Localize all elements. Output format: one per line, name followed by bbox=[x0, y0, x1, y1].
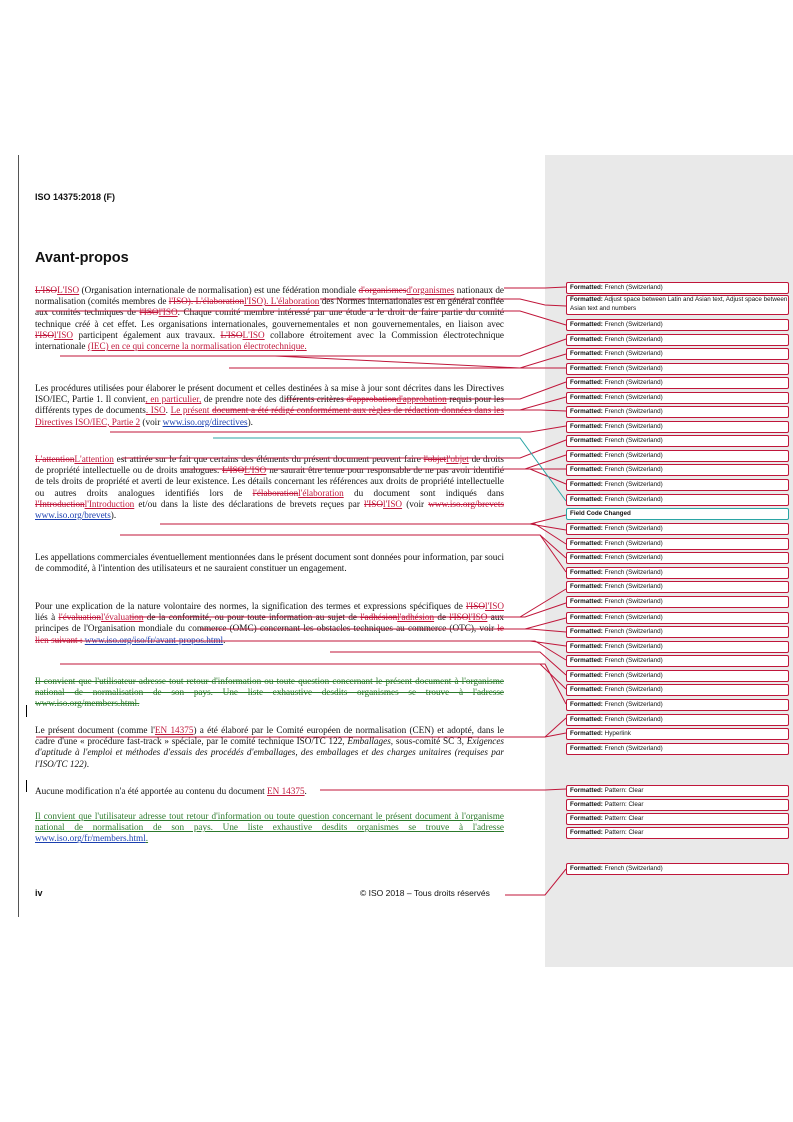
balloon-label: Formatted: bbox=[570, 865, 603, 872]
balloon-label: Formatted: bbox=[570, 583, 603, 590]
balloon-text: French (Switzerland) bbox=[602, 336, 663, 343]
balloon-label: Formatted: bbox=[570, 801, 603, 808]
formatting-balloon[interactable] bbox=[566, 581, 789, 593]
formatting-balloon[interactable] bbox=[566, 538, 789, 550]
balloon-text: French (Switzerland) bbox=[602, 614, 663, 621]
balloon-text: Hyperlink bbox=[602, 730, 631, 737]
formatting-balloon[interactable] bbox=[566, 714, 789, 726]
formatting-balloon[interactable] bbox=[566, 863, 789, 875]
balloon-label: Formatted: bbox=[570, 336, 603, 343]
balloon-label: Formatted: bbox=[570, 657, 603, 664]
paragraph-inserted-feedback: Il convient que l'utilisateur adresse tout retour d'information ou toute question concernant le présent document à l'organisme national de normalisation de son pays. Une liste exhaustive desdits organismes se trouve à l'adresse www.iso.org/fr/members.html. bbox=[35, 811, 504, 844]
balloon-label: Formatted: bbox=[570, 815, 603, 822]
formatting-balloon[interactable] bbox=[566, 377, 789, 389]
paragraph-deleted-feedback: Il convient que l'utilisateur adresse tout retour d'information ou toute question concernant le présent document à l'organisme national de normalisation de son pays. Une liste exhaustive desdits organismes se trouve à l'adresse www.iso.org/members.html. bbox=[35, 676, 504, 709]
balloon-label: Formatted: bbox=[570, 628, 603, 635]
formatting-balloon[interactable] bbox=[566, 827, 789, 839]
balloon-text: Pattern: Clear bbox=[602, 829, 644, 836]
foreword-link[interactable]: www.iso.org/iso/fr/avant-propos.html bbox=[84, 634, 224, 645]
balloon-label: Formatted: bbox=[570, 481, 603, 488]
formatting-balloon[interactable] bbox=[566, 295, 789, 315]
balloon-label: Formatted: bbox=[570, 745, 603, 752]
balloon-text: Pattern: Clear bbox=[602, 801, 644, 808]
change-bar-mark bbox=[26, 780, 27, 792]
balloon-text: French (Switzerland) bbox=[602, 657, 663, 664]
balloon-text: French (Switzerland) bbox=[602, 686, 663, 693]
balloon-label: Formatted: bbox=[570, 686, 603, 693]
balloon-text: French (Switzerland) bbox=[602, 481, 663, 488]
balloon-text: French (Switzerland) bbox=[602, 598, 663, 605]
balloon-label: Formatted: bbox=[570, 614, 603, 621]
formatting-balloon[interactable] bbox=[566, 363, 789, 375]
balloon-label: Formatted: bbox=[570, 284, 603, 291]
patents-link[interactable]: www.iso.org/brevets bbox=[35, 510, 111, 521]
balloon-text: French (Switzerland) bbox=[602, 569, 663, 576]
balloon-text: French (Switzerland) bbox=[602, 365, 663, 372]
balloon-text: French (Switzerland) bbox=[602, 379, 663, 386]
balloon-text: French (Switzerland) bbox=[602, 554, 663, 561]
balloon-text: French (Switzerland) bbox=[602, 496, 663, 503]
section-heading: Avant-propos bbox=[35, 250, 129, 266]
formatting-balloon[interactable] bbox=[566, 655, 789, 667]
standard-reference: ISO 14375:2018 (F) bbox=[35, 192, 116, 202]
balloon-label: Formatted: bbox=[570, 643, 603, 650]
balloon-label: Formatted: bbox=[570, 379, 603, 386]
members-link[interactable]: www.iso.org/fr/members.html bbox=[35, 833, 146, 844]
balloon-label: Formatted: bbox=[570, 350, 603, 357]
balloon-label: Formatted: bbox=[570, 394, 603, 401]
paragraph-trade-names: Les appellations commerciales éventuellement mentionnées dans le présent document sont données pour information, par souci de commodité, à l'intention des utilisateurs et ne sauraient constituer un engagement. bbox=[35, 552, 504, 574]
balloon-label: Formatted: bbox=[570, 296, 603, 303]
balloon-label: Formatted: bbox=[570, 423, 603, 430]
formatting-balloon[interactable] bbox=[566, 728, 789, 740]
left-change-bar bbox=[18, 155, 19, 917]
formatting-balloon[interactable] bbox=[566, 392, 789, 404]
formatting-balloon[interactable] bbox=[566, 684, 789, 696]
balloon-label: Formatted: bbox=[570, 408, 603, 415]
balloon-label: Formatted: bbox=[570, 787, 603, 794]
balloon-text: French (Switzerland) bbox=[602, 321, 663, 328]
balloon-text: Pattern: Clear bbox=[602, 787, 644, 794]
formatting-balloon[interactable] bbox=[566, 334, 789, 346]
formatting-balloon[interactable] bbox=[566, 435, 789, 447]
balloon-label: Formatted: bbox=[570, 716, 603, 723]
balloon-text: French (Switzerland) bbox=[602, 394, 663, 401]
balloon-text: French (Switzerland) bbox=[602, 701, 663, 708]
paragraph-no-modification: Aucune modification n'a été apportée au contenu du document EN 14375. bbox=[35, 786, 307, 796]
formatting-balloon[interactable] bbox=[566, 567, 789, 579]
formatting-balloon[interactable] bbox=[566, 348, 789, 360]
balloon-label: Formatted: bbox=[570, 672, 603, 679]
balloon-label: Formatted: bbox=[570, 540, 603, 547]
balloon-text: French (Switzerland) bbox=[602, 423, 663, 430]
formatting-balloon[interactable] bbox=[566, 799, 789, 811]
balloon-text: French (Switzerland) bbox=[602, 643, 663, 650]
formatting-balloon[interactable] bbox=[566, 282, 789, 294]
balloon-text: French (Switzerland) bbox=[602, 452, 663, 459]
balloon-text: Pattern: Clear bbox=[602, 815, 644, 822]
formatting-balloon[interactable] bbox=[566, 626, 789, 638]
balloon-text: Adjust space between Latin and Asian text, Adjust space between Asian text and numbers bbox=[570, 296, 788, 312]
balloon-label: Field Code Changed bbox=[570, 510, 631, 517]
balloon-text: French (Switzerland) bbox=[602, 350, 663, 357]
balloon-text: French (Switzerland) bbox=[602, 408, 663, 415]
formatting-balloon[interactable] bbox=[566, 406, 789, 418]
balloon-label: Formatted: bbox=[570, 525, 603, 532]
balloon-text: French (Switzerland) bbox=[602, 583, 663, 590]
formatting-balloon[interactable] bbox=[566, 421, 789, 433]
balloon-text: French (Switzerland) bbox=[602, 672, 663, 679]
formatting-balloon[interactable] bbox=[566, 612, 789, 624]
formatting-balloon[interactable] bbox=[566, 508, 789, 520]
paragraph-cen-adoption: Le présent document (comme l'EN 14375) a été élaboré par le Comité européen de normalisation (CEN) et adopté, dans le cadre d'une « procédure fast-track » spéciale, par le comité technique ISO/TC 122, Emballages, sous-comité SC 3, Exigences d'aptitude à l'emploi et méthodes d'essais des procédés d'emballages, des emballages et des charges unitaires (requises par l'ISO/TC 122). bbox=[35, 725, 505, 769]
formatting-balloon[interactable] bbox=[566, 319, 789, 331]
balloon-text: French (Switzerland) bbox=[602, 284, 663, 291]
balloon-text: French (Switzerland) bbox=[602, 628, 663, 635]
formatting-balloon[interactable] bbox=[566, 552, 789, 564]
formatting-balloon[interactable] bbox=[566, 743, 789, 755]
balloon-label: Formatted: bbox=[570, 569, 603, 576]
formatting-balloon[interactable] bbox=[566, 699, 789, 711]
balloon-text: French (Switzerland) bbox=[602, 540, 663, 547]
copyright-notice: © ISO 2018 – Tous droits réservés bbox=[360, 888, 490, 898]
formatting-balloon[interactable] bbox=[566, 450, 789, 462]
formatting-balloon[interactable] bbox=[566, 494, 789, 506]
balloon-label: Formatted: bbox=[570, 496, 603, 503]
balloon-text: French (Switzerland) bbox=[602, 525, 663, 532]
formatting-balloon[interactable] bbox=[566, 523, 789, 535]
formatting-balloon[interactable] bbox=[566, 641, 789, 653]
balloon-label: Formatted: bbox=[570, 730, 603, 737]
formatting-balloon[interactable] bbox=[566, 479, 789, 491]
change-bar-mark bbox=[26, 705, 27, 717]
balloon-label: Formatted: bbox=[570, 452, 603, 459]
balloon-label: Formatted: bbox=[570, 829, 603, 836]
balloon-label: Formatted: bbox=[570, 466, 603, 473]
paragraph-iso-intro: L'ISOL'ISO (Organisation internationale de normalisation) est une fédération mondiale d'organismesd'organismes nationaux de normalisation (comités membres de l'ISO). L'élaborationl'ISO). L'élaboration des Normes internationales est en général confiée aux comités techniques de l'ISOl'ISO. Chaque comité membre intéressé par une étude a le droit de faire partie du comité technique créé à cet effet. Les organisations internationales, gouvernementales et non gouvernementales, en liaison avec l'ISOl'ISO participent également aux travaux. L'ISOL'ISO collabore étroitement avec la Commission électrotechnique internationale (IEC) en ce qui concerne la normalisation électrotechnique. bbox=[35, 285, 504, 352]
balloon-text: French (Switzerland) bbox=[602, 716, 663, 723]
balloon-label: Formatted: bbox=[570, 321, 603, 328]
page-number: iv bbox=[35, 888, 43, 898]
formatting-balloon[interactable] bbox=[566, 670, 789, 682]
balloon-label: Formatted: bbox=[570, 598, 603, 605]
balloon-text: French (Switzerland) bbox=[602, 745, 663, 752]
balloon-label: Formatted: bbox=[570, 701, 603, 708]
balloon-label: Formatted: bbox=[570, 365, 603, 372]
formatting-balloon[interactable] bbox=[566, 785, 789, 797]
balloon-text: French (Switzerland) bbox=[602, 865, 663, 872]
directives-link[interactable]: www.iso.org/directives bbox=[162, 416, 248, 427]
formatting-balloon[interactable] bbox=[566, 464, 789, 476]
paragraph-voluntary-nature: Pour une explication de la nature volontaire des normes, la signification des termes et expressions spécifiques de l'ISOl'ISO liés à l'évaluationl'évaluation de la conformité, ou pour toute information au sujet de l'adhésionl'adhésion de l'ISOl'ISO aux principes de l'Organisation mondiale du commerce (OMC) concernant les obstacles techniques au commerce (OTC), voir le lien suivant : www.iso.org/iso/fr/avant-propos.html. bbox=[35, 601, 505, 645]
paragraph-procedures: Les procédures utilisées pour élaborer le présent document et celles destinées à sa mise à jour sont décrites dans les Directives ISO/IEC, Partie 1. Il convient, en particulier, de prendre note des différents critères d'approbationd'approbation requis pour les différents types de documents. ISO. Le présent document a été rédigé conformément aux règles de rédaction données dans les Directives ISO/IEC, Partie 2 (voir www.iso.org/directives). bbox=[35, 383, 505, 427]
formatting-balloon[interactable] bbox=[566, 813, 789, 825]
balloon-text: French (Switzerland) bbox=[602, 466, 663, 473]
balloon-label: Formatted: bbox=[570, 554, 603, 561]
formatting-balloon[interactable] bbox=[566, 596, 789, 608]
balloon-text: French (Switzerland) bbox=[602, 437, 663, 444]
paragraph-patents: L'attentionL'attention est attirée sur le fait que certains des éléments du présent document peuvent faire l'objetl'objet de droits de propriété intellectuelle ou de droits analogues. L'ISOL'ISO ne saurait être tenue pour responsable de ne pas avoir identifié de tels droits de propriété et averti de leur existence. Les détails concernant les références aux droits de propriété intellectuelle ou autres droits analogues identifiés lors de l'élaborationl'élaboration du document sont indiqués dans l'Introductionl'Introduction et/ou dans la liste des déclarations de brevets reçues par l'ISOl'ISO (voir www.iso.org/brevets www.iso.org/brevets). bbox=[35, 454, 505, 521]
balloon-label: Formatted: bbox=[570, 437, 603, 444]
